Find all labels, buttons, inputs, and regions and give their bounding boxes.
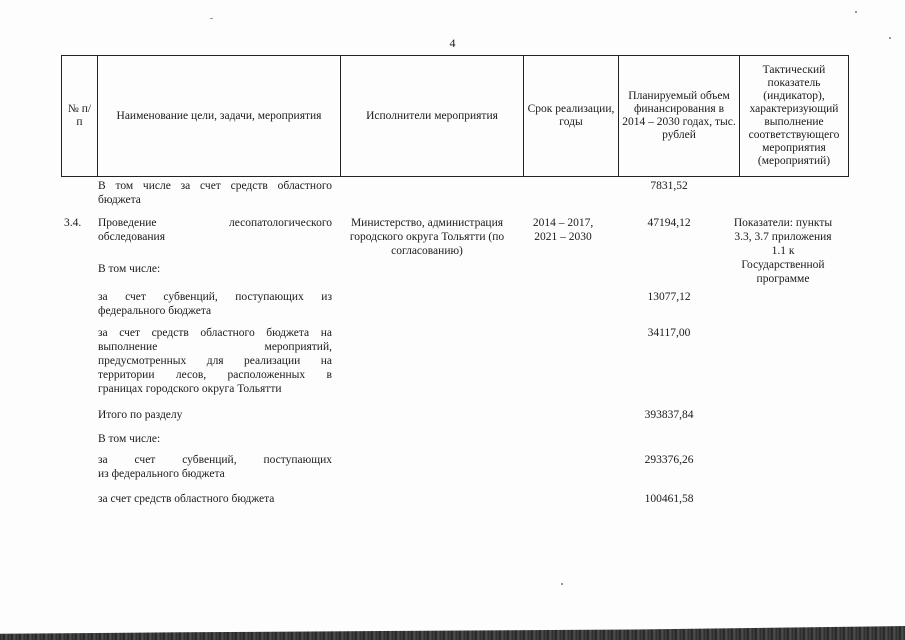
row-7-amount: 293376,26 [644, 454, 694, 466]
row-1-term-line-2: 2021 – 2030 [534, 231, 592, 243]
row-4-name-line-3: предусмотренных для реализации на [98, 355, 332, 367]
row-4-name-line-4: территории лесов, расположенных в [98, 369, 332, 381]
row-1-num: 3.4. [64, 217, 82, 229]
row-1-indicator: Показатели: пункты 3.3, 3.7 приложения 1.1 к Государственной программе [733, 217, 833, 285]
scan-speck [561, 583, 563, 585]
row-1-term-line-1: 2014 – 2017, [532, 217, 594, 229]
row-1-amount: 47194,12 [647, 217, 691, 229]
scan-speck [210, 18, 213, 19]
row-4-name-line-5: границах городского округа Тольятти [98, 383, 282, 395]
header-funding: Планируемый объем финансирования в 2014 – 2030 годах, тыс. рублей [619, 56, 740, 177]
row-8-amount: 100461,58 [644, 493, 694, 505]
row-1-name-line-1: Проведение лесопатологического [98, 217, 332, 229]
row-5-amount: 393837,84 [644, 409, 694, 421]
row-2-name: В том числе: [98, 263, 161, 275]
row-5-name: Итого по разделу [98, 409, 183, 421]
header-indicator: Тактический показатель (индикатор), характеризующий выполнение соответствующего мероприятия (мероприятий) [740, 56, 849, 177]
scan-speck [855, 11, 857, 13]
header-name: Наименование цели, задачи, мероприятия [98, 56, 341, 177]
row-3-amount: 13077,12 [647, 291, 691, 303]
row-6-name: В том числе: [98, 433, 161, 445]
header-executors: Исполнители мероприятия [341, 56, 524, 177]
row-4-amount: 34117,00 [647, 327, 691, 339]
row-0-name-line-2: бюджета [98, 194, 141, 206]
header-row [62, 56, 849, 177]
row-4-name-line-1: за счет средств областного бюджета на [98, 327, 332, 339]
scan-edge-shadow [0, 626, 905, 640]
row-4-name-line-2: выполнение мероприятий, [98, 341, 332, 353]
header-num: № п/п [62, 56, 98, 177]
scan-speck [889, 37, 891, 39]
row-8-name: за счет средств областного бюджета [98, 493, 275, 505]
table-header [61, 55, 849, 177]
row-1-name-line-2: обследования [98, 231, 165, 243]
header-term: Срок реализации, годы [524, 56, 619, 177]
row-0-amount: 7831,52 [650, 180, 688, 192]
page-number: 4 [449, 36, 456, 50]
row-7-name-line-2: из федерального бюджета [98, 468, 225, 480]
row-0-name-line-1: В том числе за счет средств областного [98, 180, 332, 192]
row-3-name-line-2: федерального бюджета [98, 305, 212, 317]
row-7-name-line-1: за счет субвенций, поступающих [98, 454, 332, 466]
row-3-name-line-1: за счет субвенций, поступающих из [98, 291, 332, 303]
row-1-executors: Министерство, администрация городского округа Тольятти (по согласованию) [349, 217, 505, 257]
